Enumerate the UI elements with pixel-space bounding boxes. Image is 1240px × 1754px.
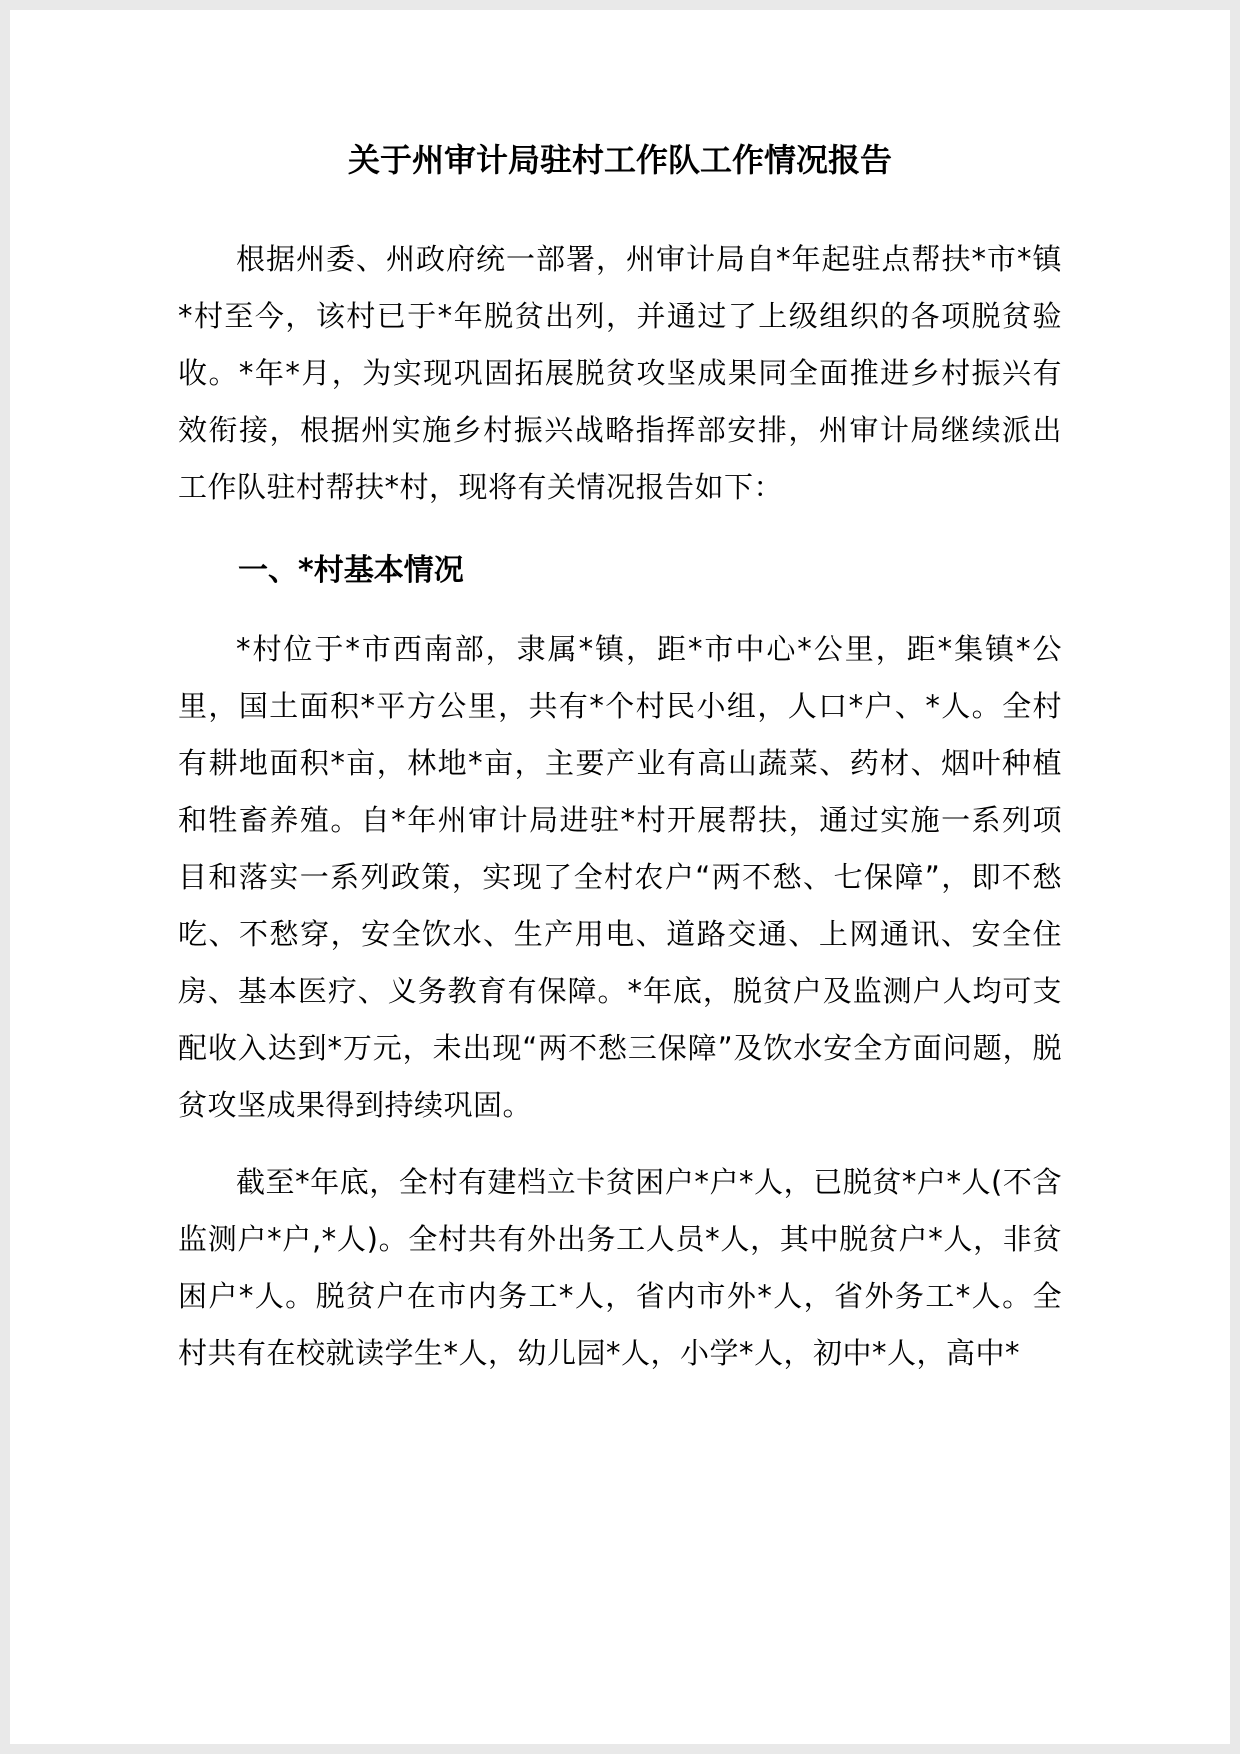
section1-paragraph-1: *村位于*市西南部，隶属*镇，距*市中心*公里，距*集镇*公里，国土面积*平方公里，共有*个村民小组，人口*户、*人。全村有耕地面积*亩，林地*亩，主要产业有高山蔬菜、药材、烟叶种植和牲畜养殖。自*年州审计局进驻*村开展帮扶，通过实施一系列项目和落实一系列政策，实现了全村农户“两不愁、七保障”，即不愁吃、不愁穿，安全饮水、生产用电、道路交通、上网通讯、安全住房、基本医疗、义务教育有保障。*年底，脱贫户及监测户人均可支配收入达到*万元，未出现“两不愁三保障”及饮水安全方面问题，脱贫攻坚成果得到持续巩固。: [178, 631, 1062, 1122]
intro-paragraph: 根据州委、州政府统一部署，州审计局自*年起驻点帮扶*市*镇*村至今，该村已于*年脱贫出列，并通过了上级组织的各项脱贫验收。*年*月，为实现巩固拓展脱贫攻坚成果同全面推进乡村振兴有效衔接，根据州实施乡村振兴战略指挥部安排，州审计局继续派出工作队驻村帮扶*村，现将有关情况报告如下：: [178, 241, 1062, 504]
document-page: [10, 10, 1230, 1744]
section-heading-1: 一、*村基本情况: [238, 552, 464, 588]
document-title: 关于州审计局驻村工作队工作情况报告: [347, 141, 892, 179]
section1-paragraph-2: 截至*年底，全村有建档立卡贫困户*户*人，已脱贫*户*人(不含监测户*户,*人)。全村共有外出务工人员*人，其中脱贫户*人，非贫困户*人。脱贫户在市内务工*人，省内市外*人，省外务工*人。全村共有在校就读学生*人，幼儿园*人，小学*人，初中*人，高中*: [178, 1164, 1062, 1370]
